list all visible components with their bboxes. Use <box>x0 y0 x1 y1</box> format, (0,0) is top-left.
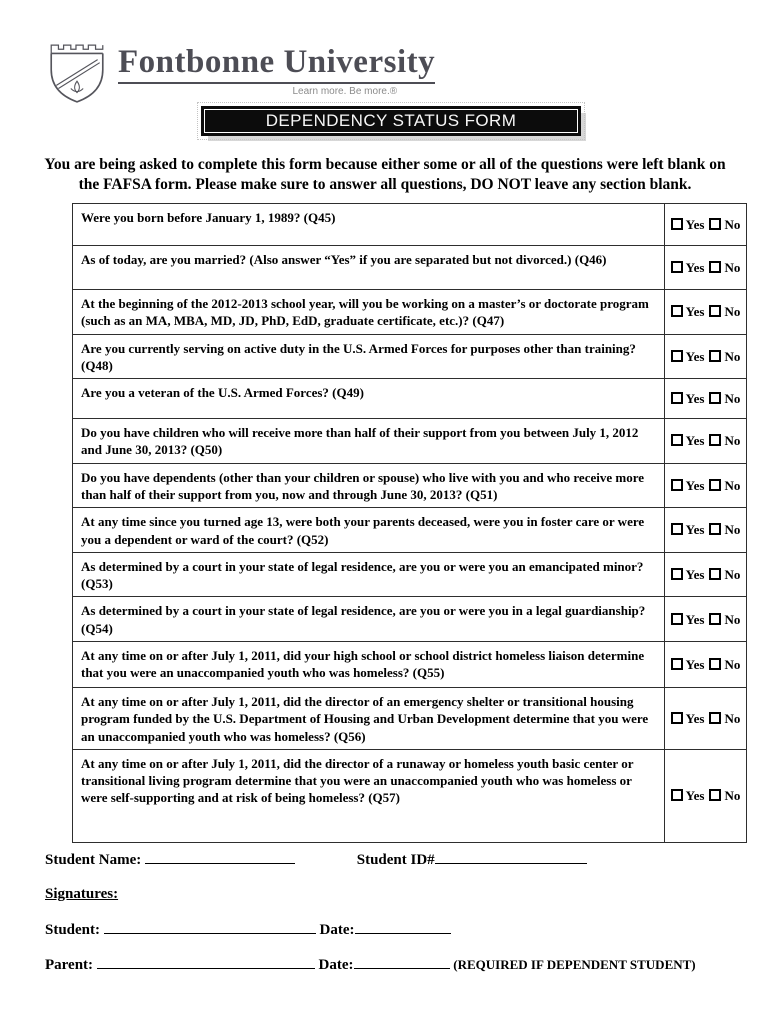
question-text: At any time on or after July 1, 2011, did the director of an emergency shelter or transitional housing program funded by the U.S. Department of Housing and Urban Development determine that you were an unaccompanied youth who was homeless? (Q56) <box>73 687 665 749</box>
question-text: As determined by a court in your state of legal residence, are you or were you an emancipated minor? (Q53) <box>73 552 665 597</box>
answer-cell <box>665 687 747 749</box>
question-row <box>73 508 747 553</box>
no-checkbox[interactable] <box>709 789 721 801</box>
question-text: Do you have dependents (other than your children or spouse) who live with you and who receive more than half of their support from you, now and through June 30, 2013? (Q51) <box>73 463 665 508</box>
date-label: Date: <box>318 957 354 973</box>
question-text: As determined by a court in your state of legal residence, are you or were you in a legal guardianship? (Q54) <box>73 597 665 642</box>
yes-checkbox[interactable] <box>671 613 683 625</box>
yes-checkbox[interactable] <box>671 658 683 670</box>
question-row <box>73 334 747 379</box>
date-label: Date: <box>319 922 355 938</box>
answer-cell <box>665 334 747 379</box>
student-name-label: Student Name: <box>45 852 142 868</box>
question-row <box>73 290 747 335</box>
no-label: No <box>724 656 741 672</box>
no-label: No <box>724 710 741 726</box>
student-name-row <box>45 850 587 869</box>
question-text: Do you have children who will receive more than half of their support from you between July 1, 2012 and June 30, 2013? (Q50) <box>73 419 665 464</box>
question-text: At any time on or after July 1, 2011, did your high school or school district homeless liaison determine that you were an unaccompanied youth who was homeless? (Q55) <box>73 641 665 687</box>
student-signature-field[interactable] <box>104 920 316 934</box>
question-row <box>73 463 747 508</box>
question-row <box>73 204 747 246</box>
yes-checkbox[interactable] <box>671 434 683 446</box>
yes-label: Yes <box>685 304 705 320</box>
answer-cell <box>665 749 747 842</box>
student-name-field[interactable] <box>145 850 295 864</box>
no-checkbox[interactable] <box>709 613 721 625</box>
no-label: No <box>724 566 741 582</box>
signatures-heading: Signatures: <box>45 886 119 902</box>
yes-label: Yes <box>685 522 705 538</box>
no-checkbox[interactable] <box>709 218 721 230</box>
question-text: At any time since you turned age 13, were both your parents deceased, were you in foster care or were you a dependent or ward of the court? (Q52) <box>73 508 665 553</box>
answer-cell <box>665 463 747 508</box>
yes-label: Yes <box>685 477 705 493</box>
question-row <box>73 597 747 642</box>
university-crest-icon <box>44 40 110 106</box>
yes-checkbox[interactable] <box>671 305 683 317</box>
answer-cell <box>665 641 747 687</box>
no-checkbox[interactable] <box>709 523 721 535</box>
question-text: Are you currently serving on active duty in the U.S. Armed Forces for purposes other than training? (Q48) <box>73 334 665 379</box>
parent-signature-field[interactable] <box>97 955 315 969</box>
student-id-field[interactable] <box>435 850 587 864</box>
yes-label: Yes <box>685 216 705 232</box>
form-title: DEPENDENCY STATUS FORM <box>265 111 517 130</box>
parent-date-field[interactable] <box>354 955 450 969</box>
yes-label: Yes <box>685 656 705 672</box>
answer-cell <box>665 204 747 246</box>
question-text: At any time on or after July 1, 2011, did the director of a runaway or homeless youth basic center or transitional living program determine that you were an unaccompanied youth who was homeless or were self-supporting and at risk of being homeless? (Q57) <box>73 749 665 842</box>
no-label: No <box>724 259 741 275</box>
logo-text-block <box>118 40 435 97</box>
no-label: No <box>724 477 741 493</box>
signatures-heading-row <box>45 886 118 903</box>
logo-tagline: Learn more. Be more.® <box>292 86 398 97</box>
university-logo <box>44 40 435 106</box>
yes-checkbox[interactable] <box>671 523 683 535</box>
yes-label: Yes <box>685 259 705 275</box>
answer-cell <box>665 290 747 335</box>
question-text: As of today, are you married? (Also answer “Yes” if you are separated but not divorced.) (Q46) <box>73 246 665 290</box>
yes-checkbox[interactable] <box>671 568 683 580</box>
no-label: No <box>724 216 741 232</box>
no-label: No <box>724 390 741 406</box>
question-row <box>73 246 747 290</box>
student-label: Student: <box>45 922 101 938</box>
yes-checkbox[interactable] <box>671 350 683 362</box>
questions-body <box>73 204 747 843</box>
yes-label: Yes <box>685 566 705 582</box>
no-checkbox[interactable] <box>709 434 721 446</box>
parent-label: Parent: <box>45 957 94 973</box>
intro-paragraph <box>0 155 770 196</box>
yes-checkbox[interactable] <box>671 261 683 273</box>
no-checkbox[interactable] <box>709 261 721 273</box>
yes-label: Yes <box>685 348 705 364</box>
no-checkbox[interactable] <box>709 392 721 404</box>
no-label: No <box>724 788 741 804</box>
question-row <box>73 379 747 419</box>
form-title-banner <box>201 106 581 136</box>
student-signature-row <box>45 920 451 939</box>
yes-label: Yes <box>685 390 705 406</box>
no-checkbox[interactable] <box>709 568 721 580</box>
no-checkbox[interactable] <box>709 712 721 724</box>
yes-label: Yes <box>685 788 705 804</box>
yes-checkbox[interactable] <box>671 218 683 230</box>
question-row <box>73 552 747 597</box>
no-label: No <box>724 304 741 320</box>
parent-required-note: (REQUIRED IF DEPENDENT STUDENT) <box>453 957 696 972</box>
no-label: No <box>724 348 741 364</box>
yes-checkbox[interactable] <box>671 789 683 801</box>
question-text: At the beginning of the 2012-2013 school year, will you be working on a master’s or doctorate program (such as an MA, MBA, MD, JD, PhD, EdD, graduate certificate, etc.)? (Q47) <box>73 290 665 335</box>
question-row <box>73 749 747 842</box>
university-name: Fontbonne University <box>118 46 435 84</box>
no-checkbox[interactable] <box>709 658 721 670</box>
question-row <box>73 687 747 749</box>
no-label: No <box>724 522 741 538</box>
intro-line-2: the FAFSA form. Please make sure to answer all questions, DO NOT leave any section blank. <box>78 176 692 194</box>
answer-cell <box>665 419 747 464</box>
answer-cell <box>665 379 747 419</box>
no-label: No <box>724 433 741 449</box>
answer-cell <box>665 246 747 290</box>
no-checkbox[interactable] <box>709 479 721 491</box>
no-checkbox[interactable] <box>709 305 721 317</box>
student-id-label: Student ID# <box>356 852 435 868</box>
student-date-field[interactable] <box>355 920 451 934</box>
answer-cell <box>665 552 747 597</box>
questions-table <box>72 203 747 843</box>
intro-line-1: You are being asked to complete this form because either some or all of the questions were left blank on <box>44 156 726 173</box>
question-row <box>73 641 747 687</box>
answer-cell <box>665 597 747 642</box>
answer-cell <box>665 508 747 553</box>
yes-checkbox[interactable] <box>671 392 683 404</box>
parent-signature-row <box>45 955 696 974</box>
no-checkbox[interactable] <box>709 350 721 362</box>
yes-label: Yes <box>685 611 705 627</box>
question-text: Are you a veteran of the U.S. Armed Forces? (Q49) <box>73 379 665 419</box>
yes-checkbox[interactable] <box>671 479 683 491</box>
no-label: No <box>724 611 741 627</box>
yes-label: Yes <box>685 433 705 449</box>
question-row <box>73 419 747 464</box>
yes-checkbox[interactable] <box>671 712 683 724</box>
question-text: Were you born before January 1, 1989? (Q45) <box>73 204 665 246</box>
yes-label: Yes <box>685 710 705 726</box>
